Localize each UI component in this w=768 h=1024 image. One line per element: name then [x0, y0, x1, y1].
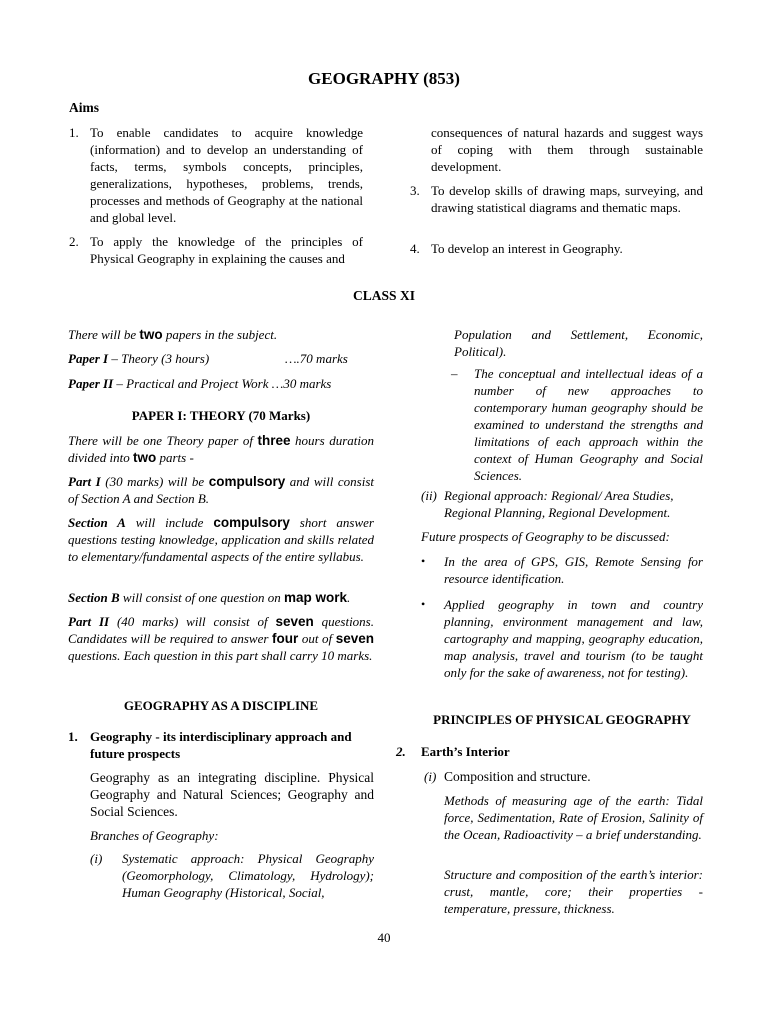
aim-text: To apply the knowledge of the principles of Physical Geography in explaining the causes and [90, 234, 363, 266]
bullet-item-1 [421, 553, 703, 587]
aim-item-3 [410, 182, 703, 216]
theory-paragraph: There will be one Theory paper of three hours duration divided into two parts - [68, 433, 374, 465]
topic-1 [68, 728, 374, 762]
page-number: 40 [377, 930, 391, 945]
branch-number: (i) [90, 851, 103, 866]
part-1-paragraph: Part I (30 marks) will be compulsory and will consist of Section A and Section B. [68, 474, 375, 506]
aim-number: 2. [69, 234, 79, 249]
aim-number: 3. [410, 183, 420, 198]
branch-text: Regional approach: Regional/ Area Studies, Regional Planning, Regional Development. [444, 488, 674, 520]
topic-2 [396, 743, 703, 760]
topic-title: Geography - its interdisciplinary approach and future prospects [90, 729, 352, 761]
bullet-text: Applied geography in town and country planning, environment management and law, cartography and mapping, geography education, map analysis, travel and tourism (to be taught only for the sake of awareness, not for testing). [444, 597, 703, 680]
methods-paragraph: Methods of measuring age of the earth: Tidal force, Sedimentation, Rate of Erosion, Salinity of the Ocean, Radioactivity – a brief understanding. [444, 793, 703, 842]
topic-number: 2. [396, 744, 406, 759]
section-b-paragraph: Section B will consist of one question on map work. [68, 590, 351, 605]
aim-item-2-continued [410, 124, 703, 175]
topic-1-text: Geography as an integrating discipline. Physical Geography and Natural Sciences; Geography and Social Sciences. [90, 770, 374, 819]
branches-label: Branches of Geography: [90, 828, 219, 843]
sub-item-i [424, 768, 703, 785]
bullet-item-2 [421, 596, 703, 681]
aims-heading: Aims [69, 100, 99, 115]
branch-number: (ii) [421, 488, 437, 503]
aim-number: 1. [69, 125, 79, 140]
bullet-text: In the area of GPS, GIS, Remote Sensing for resource identification. [444, 554, 703, 586]
structure-paragraph: Structure and composition of the earth’s interior: crust, mantle, core; their properties - temperature, pressure, thickness. [444, 867, 703, 916]
sub-title: Composition and structure. [444, 769, 591, 784]
page-title: GEOGRAPHY (853) [308, 69, 460, 88]
aim-text: To develop skills of drawing maps, surveying, and drawing statistical diagrams and thematic maps. [431, 183, 703, 215]
aim-number: 4. [410, 241, 420, 256]
branch-i-continued: Population and Settlement, Economic, Political). [454, 327, 703, 359]
bullet-icon: • [421, 597, 426, 611]
aim-item-4 [410, 240, 703, 257]
aim-text: To enable candidates to acquire knowledge (information) and to develop an understanding of facts, terms, symbols concepts, principles, generalizations, hypotheses, problems, trends, processes and methods of Geography at the national and global level. [90, 125, 363, 225]
theory-heading: PAPER I: THEORY (70 Marks) [131, 408, 311, 423]
paper-2-line: Paper II – Practical and Project Work …30 marks [68, 376, 332, 391]
aim-text: consequences of natural hazards and suggest ways of coping with them through sustainable development. [431, 125, 703, 174]
discipline-heading: GEOGRAPHY AS A DISCIPLINE [123, 698, 319, 713]
aim-text: To develop an interest in Geography. [431, 241, 623, 256]
dash-text: The conceptual and intellectual ideas of a number of new approaches to contemporary human geography should be examined to understand the strengths and limitations of each approach within the context of Human Geography and Social Sciences. [474, 366, 703, 483]
paper-1-line: Paper I – Theory (3 hours) ….70 marks [68, 351, 348, 366]
aim-item-2 [69, 233, 363, 267]
future-prospects-label: Future prospects of Geography to be discussed: [421, 529, 670, 544]
branch-text: Systematic approach: Physical Geography (Geomorphology, Climatology, Hydrology); Human Geography (Historical, Social, [122, 851, 374, 900]
papers-intro: There will be two papers in the subject. [68, 327, 278, 342]
paper-1-marks: ….70 marks [285, 351, 348, 366]
aim-item-1 [69, 124, 363, 226]
class-heading: CLASS XI [353, 288, 415, 303]
sub-number: (i) [424, 769, 437, 784]
topic-number: 1. [68, 729, 78, 744]
bullet-icon: • [421, 554, 426, 568]
dash-mark: – [451, 366, 458, 381]
branch-i [90, 850, 374, 901]
branch-ii [421, 487, 703, 521]
part-2-paragraph: Part II (40 marks) will consist of seven questions. Candidates will be required to answer four out of seven questions. Each question in this part shall carry 10 marks. [68, 614, 374, 663]
section-a-paragraph: Section A will include compulsory short answer questions testing knowledge, application and skills related to elementary/fundamental aspects of the entire syllabus. [68, 515, 374, 564]
dash-item [451, 365, 703, 484]
topic-title: Earth’s Interior [421, 744, 510, 759]
physical-geography-heading: PRINCIPLES OF PHYSICAL GEOGRAPHY [433, 712, 691, 727]
